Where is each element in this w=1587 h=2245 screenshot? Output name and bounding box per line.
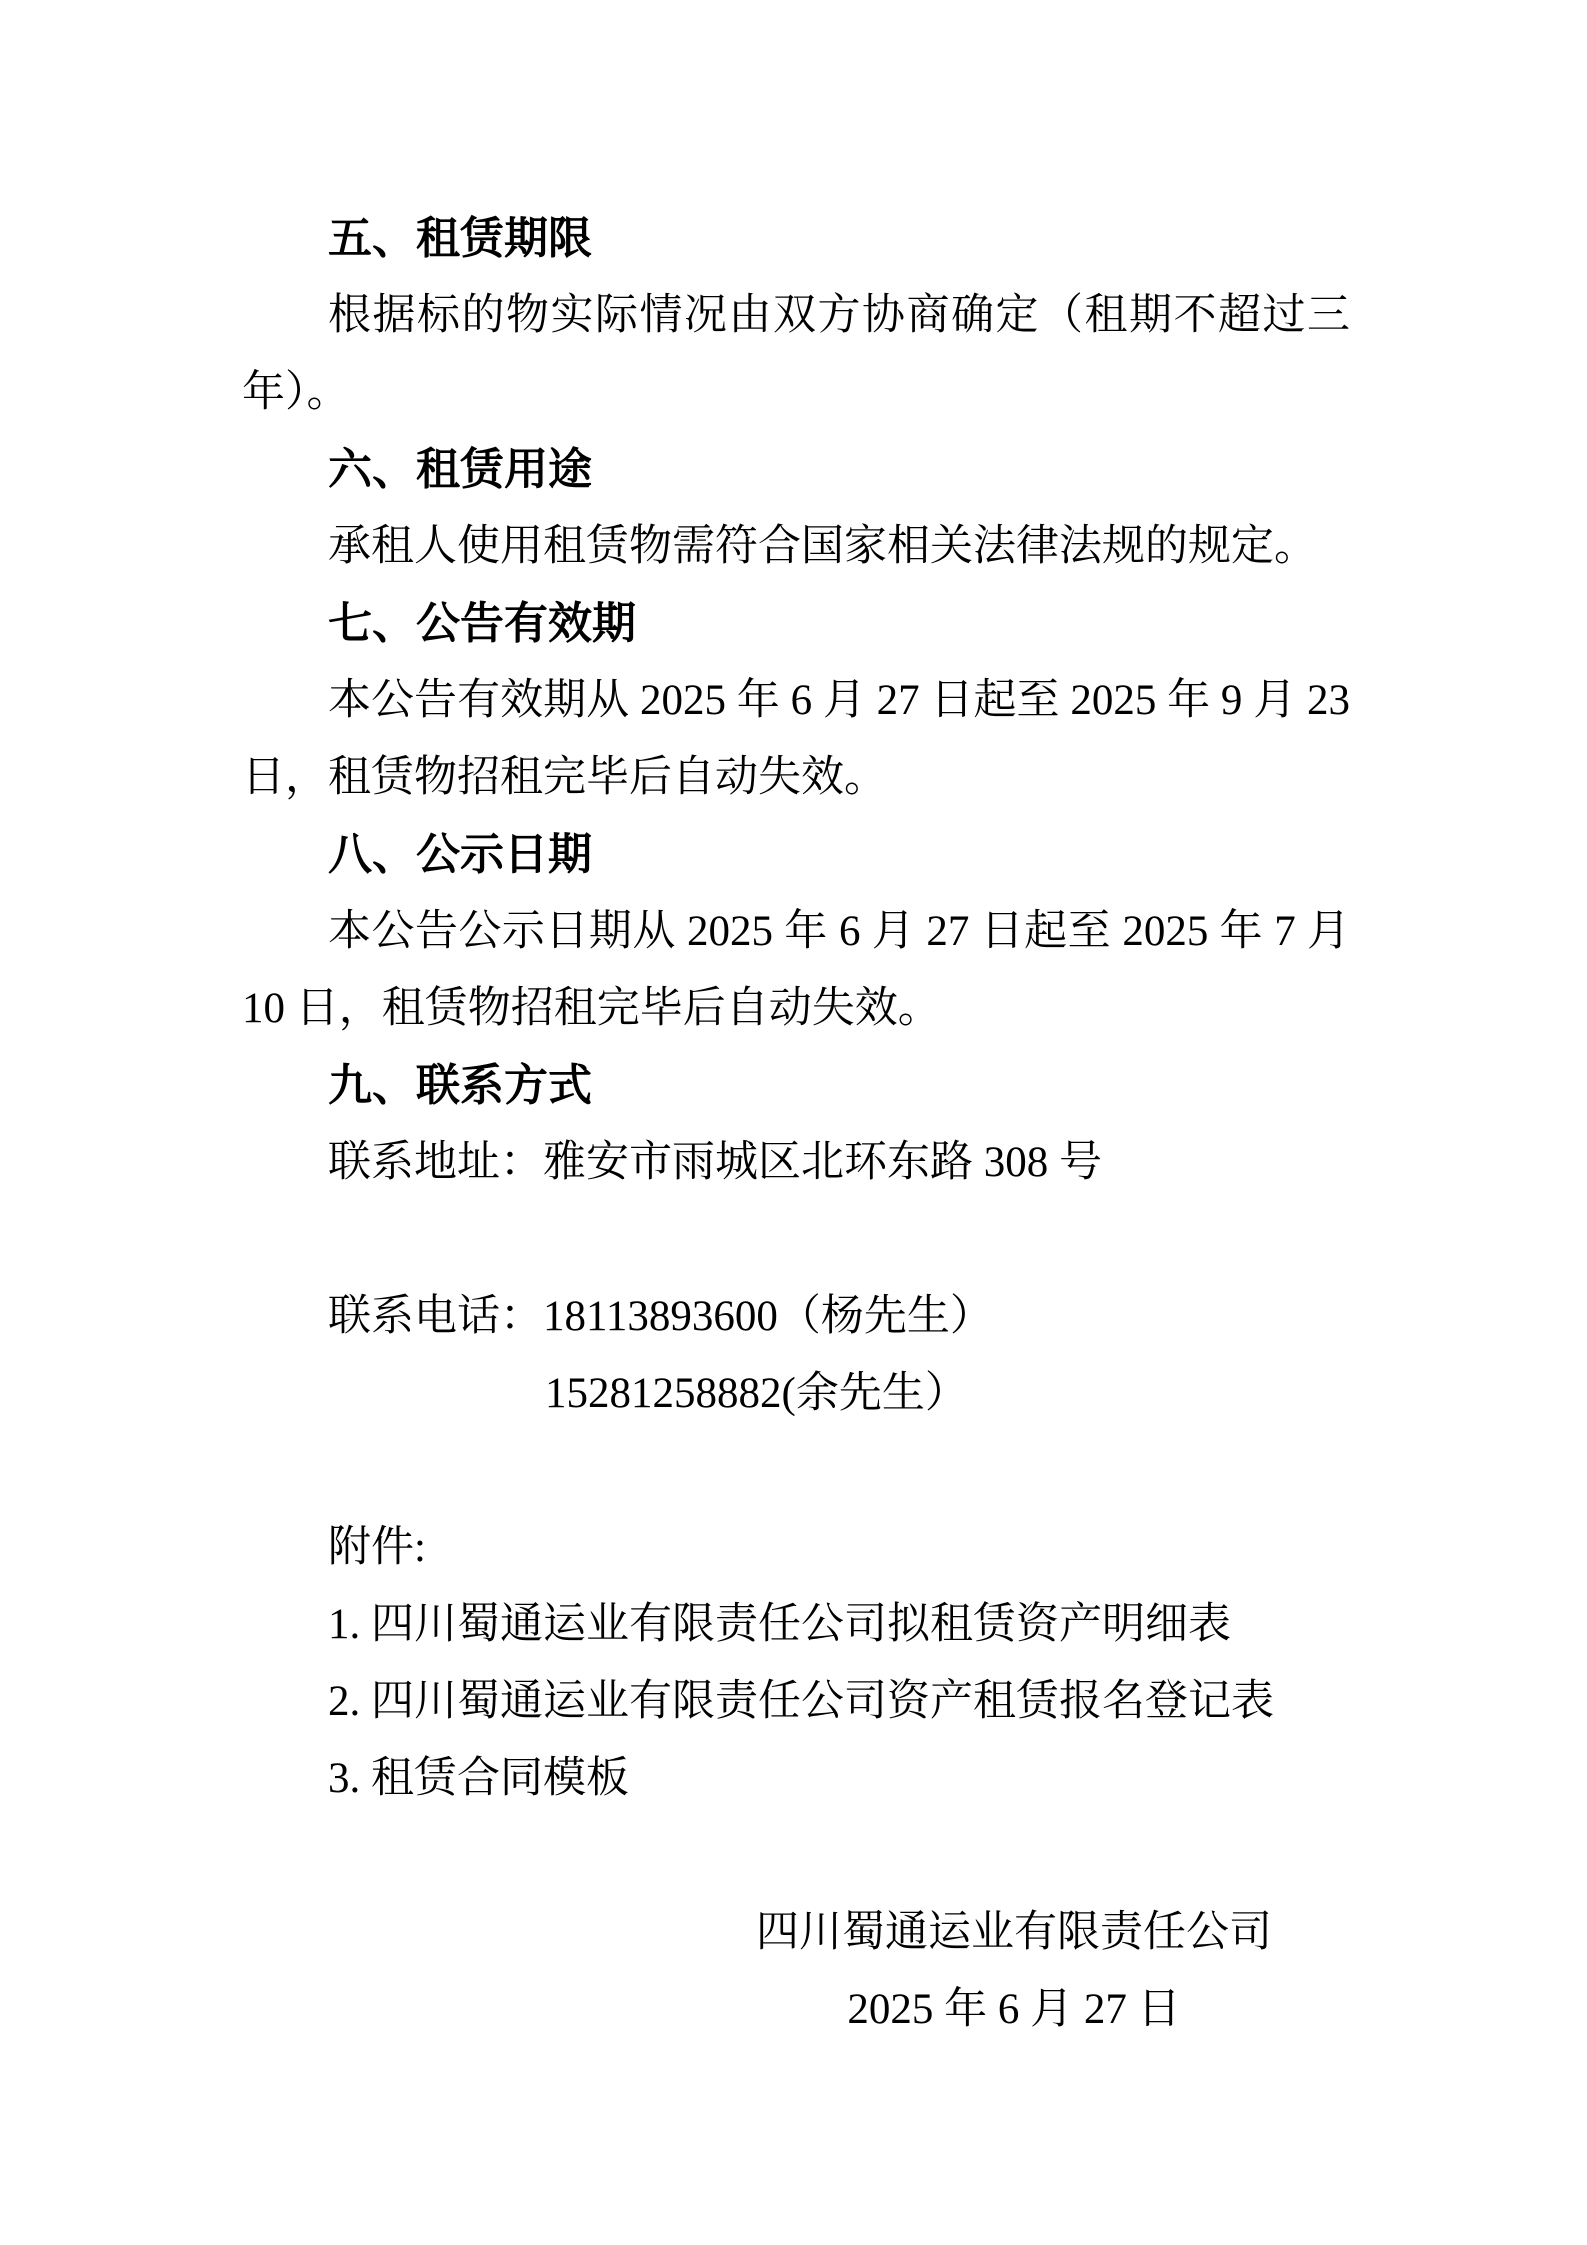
section-7-paragraph-line-1: 本公告有效期从 2025 年 6 月 27 日起至 2025 年 9 月 23 <box>328 677 1350 724</box>
attachment-item-1: 1. 四川蜀通运业有限责任公司拟租赁资产明细表 <box>328 1601 1231 1648</box>
attachments-label: 附件: <box>328 1524 426 1571</box>
section-8-paragraph-line-2: 10 日，租赁物招租完毕后自动失效。 <box>242 985 941 1032</box>
section-7-heading: 七、公告有效期 <box>328 599 636 648</box>
signature-company: 四川蜀通运业有限责任公司 <box>756 1909 1272 1956</box>
blank-line <box>242 1201 1350 1278</box>
contact-phone-line-2: 15281258882(余先生） <box>545 1370 968 1417</box>
section-6-heading: 六、租赁用途 <box>328 445 592 494</box>
section-5-paragraph-line-1: 根据标的物实际情况由双方协商确定（租期不超过三 <box>328 292 1350 339</box>
section-5-paragraph-line-2: 年）。 <box>242 369 350 416</box>
attachment-item-3: 3. 租赁合同模板 <box>328 1755 629 1802</box>
blank-line <box>242 1817 1350 1894</box>
attachment-item-2: 2. 四川蜀通运业有限责任公司资产租赁报名登记表 <box>328 1678 1274 1725</box>
section-6-paragraph-line-1: 承租人使用租赁物需符合国家相关法律法规的规定。 <box>328 523 1317 570</box>
section-8-paragraph-line-1: 本公告公示日期从 2025 年 6 月 27 日起至 2025 年 7 月 <box>328 908 1350 955</box>
section-8-heading: 八、公示日期 <box>328 830 592 879</box>
section-9-heading: 九、联系方式 <box>328 1061 592 1110</box>
blank-line <box>242 1432 1350 1509</box>
section-5-heading: 五、租赁期限 <box>328 214 592 263</box>
contact-address-line: 联系地址：雅安市雨城区北环东路 308 号 <box>328 1139 1102 1186</box>
signature-date: 2025 年 6 月 27 日 <box>847 1986 1181 2033</box>
contact-phone-line-1: 联系电话：18113893600（杨先生） <box>328 1293 993 1340</box>
section-7-paragraph-line-2: 日，租赁物招租完毕后自动失效。 <box>242 754 887 801</box>
